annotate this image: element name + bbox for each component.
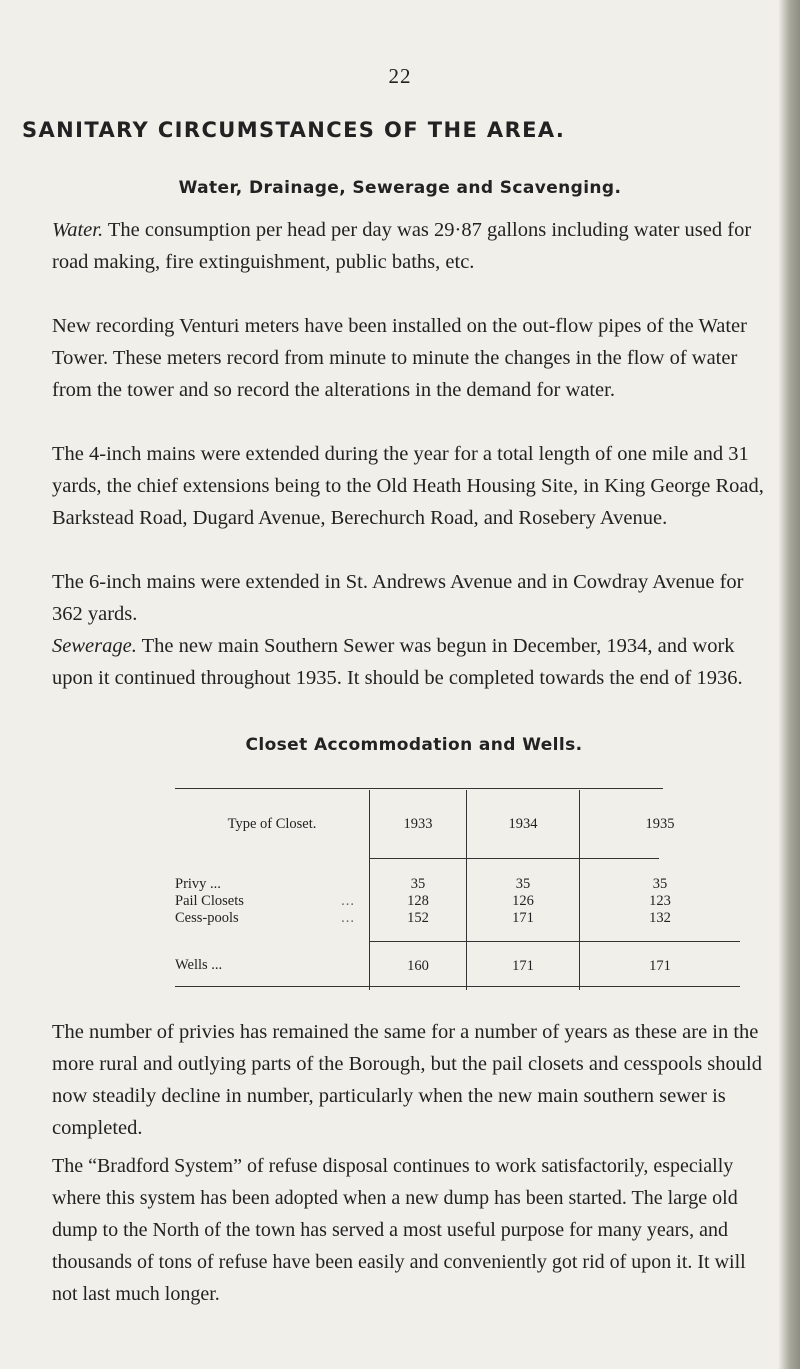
leader-dots: ... bbox=[341, 893, 355, 909]
closing-paragraph-2: The “Bradford System” of refuse disposal continues to work satisfactorily, especially where this system has been adopted when a new dump has been started. The large old dump to the North of the town has served a most useful purpose for many years, and thousands of tons of refuse have been easily and conveniently got rid of upon it. It will not last much longer. bbox=[52, 1155, 746, 1305]
section-heading-water-drainage: Water, Drainage, Sewerage and Scavenging. bbox=[178, 178, 622, 198]
header-1934: 1934 bbox=[467, 790, 580, 858]
closet-accommodation-table bbox=[175, 790, 740, 990]
cell-1935: 35 bbox=[580, 858, 741, 893]
water-paragraph-1-text: The consumption per head per day was 29·87 gallons including water used for road making, fire extinguishment, public baths, etc. bbox=[52, 219, 752, 273]
row-type: Pail Closets bbox=[175, 893, 244, 909]
header-type-of-closet: Type of Closet. bbox=[227, 815, 317, 832]
row-type: Wells ... bbox=[175, 957, 223, 974]
cell-1933: 152 bbox=[370, 910, 467, 942]
water-paragraph-2: New recording Venturi meters have been installed on the out-flow pipes of the Water Tower. These meters record from minute to minute the changes in the flow of water from the tower and so record the alterations in the demand for water. bbox=[52, 315, 747, 401]
cell-1933: 160 bbox=[370, 942, 467, 991]
closing-paragraph-1: The number of privies has remained the same for a number of years as these are in the more rural and outlying parts of the Borough, but the pail closets and cesspools should now steadily decline in number, particularly when the new main southern sewer is completed. bbox=[52, 1021, 762, 1139]
page-number: 22 bbox=[388, 64, 412, 88]
table-top-rule bbox=[175, 788, 663, 789]
water-paragraph-3: The 4-inch mains were extended during the year for a total length of one mile and 31 yards, the chief extensions being to the Old Heath Housing Site, in King George Road, Barkstead Road, Dugard Avenue, Berechurch Road, and Rosebery Avenue. bbox=[52, 443, 764, 529]
table-row bbox=[175, 893, 740, 910]
water-paragraph-4: The 6-inch mains were extended in St. Andrews Avenue and in Cowdray Avenue for 362 yards. bbox=[52, 571, 744, 625]
cell-1933: 128 bbox=[370, 893, 467, 910]
cell-1935: 123 bbox=[580, 893, 741, 910]
leader-dots: ... bbox=[341, 910, 355, 927]
table-row bbox=[175, 910, 740, 942]
cell-1934: 171 bbox=[467, 910, 580, 942]
table-row-wells bbox=[175, 942, 740, 991]
header-1933: 1933 bbox=[370, 790, 467, 858]
page-title: SANITARY CIRCUMSTANCES OF THE AREA. bbox=[22, 118, 566, 142]
page-edge-shadow bbox=[778, 0, 800, 1369]
sewerage-paragraph bbox=[52, 630, 768, 694]
water-paragraph-1 bbox=[52, 214, 768, 278]
table-row bbox=[175, 858, 740, 893]
water-label: Water. bbox=[52, 219, 104, 241]
cell-1934: 35 bbox=[467, 858, 580, 893]
cell-1934: 126 bbox=[467, 893, 580, 910]
cell-1935: 132 bbox=[580, 910, 741, 942]
cell-1933: 35 bbox=[370, 858, 467, 893]
row-type: Cess-pools bbox=[175, 910, 239, 927]
sewerage-paragraph-text: The new main Southern Sewer was begun in December, 1934, and work upon it continued throughout 1935. It should be completed towards the end of 1936. bbox=[52, 635, 743, 689]
cell-1935: 171 bbox=[580, 942, 741, 991]
section-heading-closets-wells: Closet Accommodation and Wells. bbox=[245, 735, 583, 755]
table-header-row bbox=[175, 790, 740, 858]
row-type: Privy ... bbox=[175, 876, 221, 892]
cell-1934: 171 bbox=[467, 942, 580, 991]
header-1935: 1935 bbox=[580, 790, 741, 858]
sewerage-label: Sewerage. bbox=[52, 635, 137, 657]
